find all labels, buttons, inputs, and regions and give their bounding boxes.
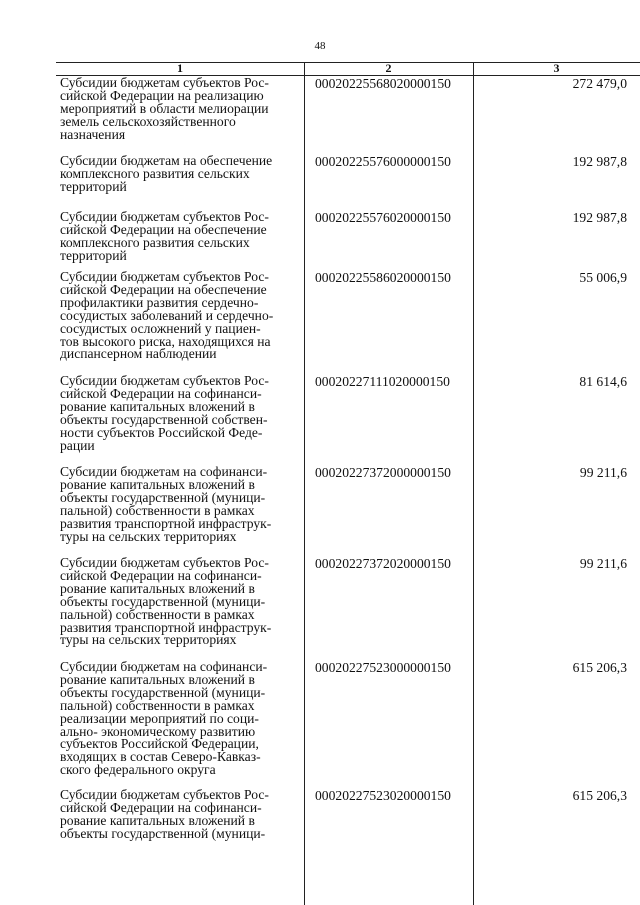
subsidy-name: [60, 789, 300, 841]
amount-value: 99 211,6: [579, 465, 627, 480]
budget-code: 00020227111020000150: [315, 374, 450, 389]
subsidy-name-line: туры на сельских территориях: [60, 528, 237, 544]
budget-code: 00020227372000000150: [315, 465, 451, 480]
subsidy-name-line: сийской Федерации на софинанси-: [60, 385, 262, 401]
subsidy-name-line: Субсидии бюджетам на софинанси-: [60, 659, 268, 674]
amount-value: 192 987,8: [572, 210, 627, 225]
subsidy-name-line: профилактики развития сердечно-: [60, 294, 259, 310]
subsidy-name-line: субъектов Российской Федерации,: [60, 736, 259, 752]
header-col-2: 2: [385, 61, 392, 75]
subsidy-name: [60, 271, 300, 361]
header-col-3: 3: [553, 61, 560, 75]
subsidy-name-line: Субсидии бюджетам на обеспечение: [60, 153, 273, 168]
budget-code: 00020227523000000150: [315, 660, 451, 675]
subsidy-name-line: сосудистых осложнений у пациен-: [60, 320, 261, 336]
subsidy-name-line: объекты государственной (муници-: [60, 825, 266, 841]
subsidy-name: [60, 155, 300, 194]
subsidy-name-line: входящих в состав Северо-Кавказ-: [60, 749, 261, 765]
subsidy-name-line: комплексного развития сельских: [60, 234, 250, 250]
table-header: [56, 62, 640, 76]
subsidy-name: [60, 375, 300, 452]
subsidy-name: [60, 77, 300, 142]
subsidy-name-line: рации: [60, 437, 95, 453]
subsidy-name-line: ности субъектов Российской Феде-: [60, 424, 263, 440]
subsidy-name-line: сийской Федерации на обеспечение: [60, 221, 267, 237]
subsidy-name-line: рование капитальных вложений в: [60, 398, 255, 414]
subsidy-name: [60, 557, 300, 647]
subsidy-name: [60, 211, 300, 263]
subsidy-name-line: Субсидии бюджетам субъектов Рос-: [60, 75, 269, 90]
subsidy-name-line: комплексного развития сельских: [60, 165, 250, 181]
amount-value: 615 206,3: [572, 788, 627, 803]
subsidy-name-line: сосудистых заболеваний и сердечно-: [60, 307, 274, 323]
subsidy-name-line: сийской Федерации на софинанси-: [60, 567, 262, 583]
subsidy-name-line: пальной) собственности в рамках: [60, 502, 255, 518]
subsidy-name-line: рование капитальных вложений в: [60, 580, 255, 596]
subsidy-name-line: ально- экономическому развитию: [60, 723, 256, 739]
column-divider-2: [473, 62, 474, 905]
amount-value: 81 614,6: [579, 374, 627, 389]
budget-table: [56, 62, 640, 905]
subsidy-name-line: тов высокого риска, находящихся на: [60, 333, 271, 349]
header-col-1: 1: [177, 61, 183, 75]
subsidy-name-line: Субсидии бюджетам на софинанси-: [60, 464, 268, 479]
subsidy-name-line: рование капитальных вложений в: [60, 812, 255, 828]
amount-value: 272 479,0: [572, 76, 627, 91]
subsidy-name-line: сийской Федерации на реализацию: [60, 87, 264, 103]
subsidy-name-line: объекты государственной собствен-: [60, 411, 268, 427]
page-number: 48: [314, 40, 326, 52]
subsidy-name-line: земель сельскохозяйственного: [60, 113, 236, 129]
subsidy-name-line: пальной) собственности в рамках: [60, 697, 255, 713]
subsidy-name-line: сийской Федерации на софинанси-: [60, 799, 262, 815]
subsidy-name-line: пальной) собственности в рамках: [60, 606, 255, 622]
budget-code: 00020227523020000150: [315, 788, 451, 803]
budget-code: 00020225586020000150: [315, 270, 451, 285]
subsidy-name-line: рование капитальных вложений в: [60, 671, 255, 687]
subsidy-name-line: реализации мероприятий по соци-: [60, 710, 259, 726]
subsidy-name-line: рование капитальных вложений в: [60, 476, 255, 492]
subsidy-name-line: сийской Федерации на обеспечение: [60, 281, 267, 297]
budget-code: 00020225576000000150: [315, 154, 451, 169]
column-divider-1: [304, 62, 305, 905]
subsidy-name-line: Субсидии бюджетам субъектов Рос-: [60, 269, 269, 284]
subsidy-name-line: Субсидии бюджетам субъектов Рос-: [60, 373, 269, 388]
budget-code: 00020225576020000150: [315, 210, 451, 225]
subsidy-name: [60, 661, 300, 777]
subsidy-name-line: мероприятий в области мелиорации: [60, 100, 269, 116]
subsidy-name-line: территорий: [60, 178, 127, 194]
subsidy-name-line: развития транспортной инфраструк-: [60, 515, 272, 531]
amount-value: 99 211,6: [579, 556, 627, 571]
amount-value: 192 987,8: [572, 154, 627, 169]
subsidy-name-line: Субсидии бюджетам субъектов Рос-: [60, 555, 269, 570]
amount-value: 55 006,9: [579, 270, 627, 285]
subsidy-name-line: Субсидии бюджетам субъектов Рос-: [60, 209, 269, 224]
subsidy-name-line: развития транспортной инфраструк-: [60, 619, 272, 635]
subsidy-name-line: ского федерального округа: [60, 762, 216, 778]
subsidy-name-line: диспансерном наблюдении: [60, 346, 217, 362]
budget-code: 00020227372020000150: [315, 556, 451, 571]
subsidy-name-line: назначения: [60, 126, 126, 142]
subsidy-name-line: объекты государственной (муници-: [60, 489, 266, 505]
subsidy-name-line: объекты государственной (муници-: [60, 593, 266, 609]
subsidy-name-line: туры на сельских территориях: [60, 632, 237, 648]
amount-value: 615 206,3: [572, 660, 627, 675]
subsidy-name: [60, 466, 300, 543]
subsidy-name-line: Субсидии бюджетам субъектов Рос-: [60, 787, 269, 802]
budget-code: 00020225568020000150: [315, 76, 451, 91]
subsidy-name-line: объекты государственной (муници-: [60, 684, 266, 700]
subsidy-name-line: территорий: [60, 247, 127, 263]
